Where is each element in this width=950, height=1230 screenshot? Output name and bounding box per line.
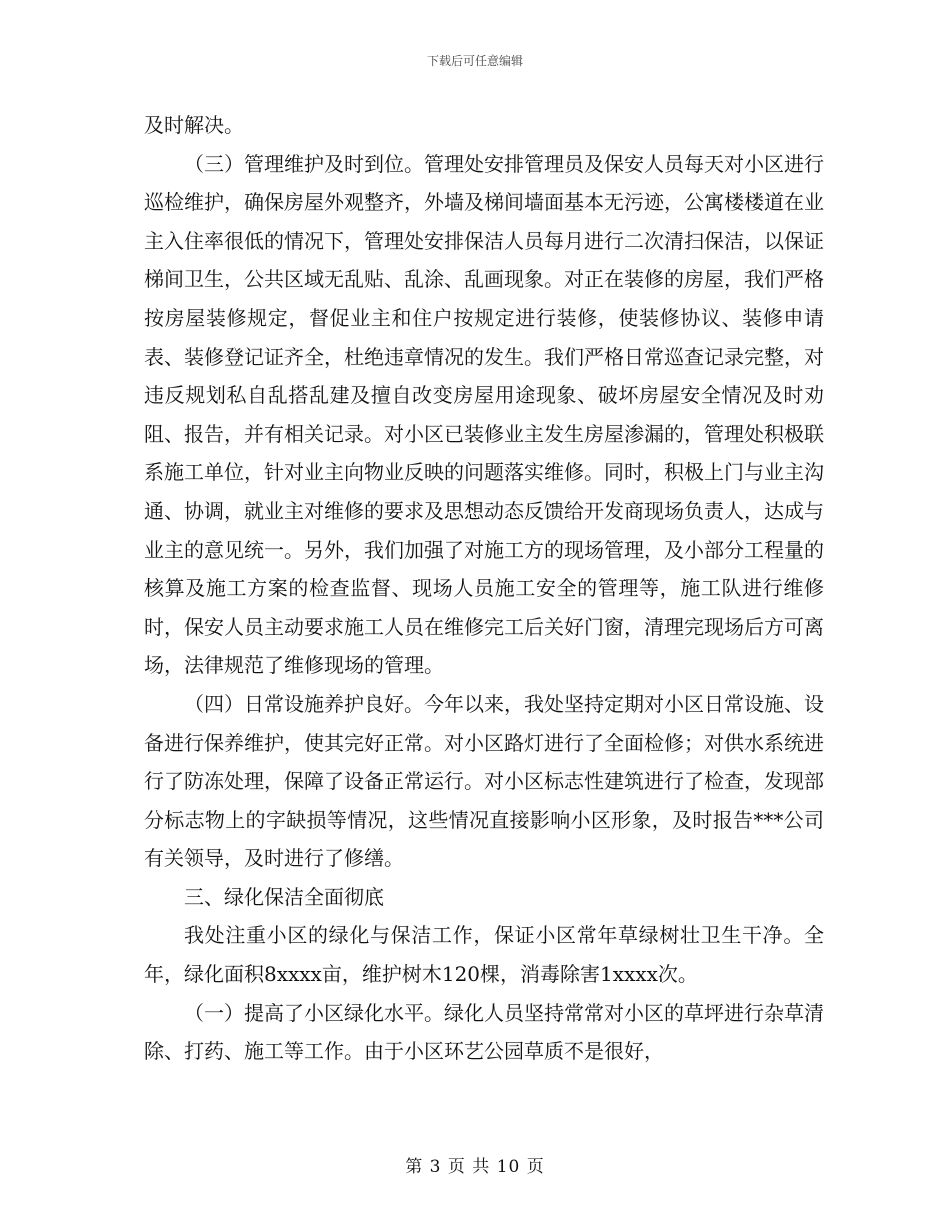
section-heading-greening: 三、绿化保洁全面彻底	[184, 884, 384, 909]
paragraph-greening-intro: 我处注重小区的绿化与保洁工作，保证小区常年草绿树壮卫生干净。全年，绿化面积8xxxx亩，维护树木120棵，消毒除害1xxxx次。	[144, 923, 824, 987]
paragraph-section-4: （四）日常设施养护良好。今年以来，我处坚持定期对小区日常设施、设备进行保养维护，使其完好正常。对小区路灯进行了全面检修；对供水系统进行了防冻处理，保障了设备正常运行。对小区标志性建筑进行了检查，发现部分标志物上的字缺损等情况，这些情况直接影响小区形象，及时报告***公司有关领导，及时进行了修缮。	[144, 691, 824, 871]
page-header: 下载后可任意编辑	[426, 54, 523, 68]
paragraph-continuation: 及时解决。	[144, 113, 244, 137]
paragraph-greening-1: （一）提高了小区绿化水平。绿化人员坚持常常对小区的草坪进行杂草清除、打药、施工等工作。由于小区环艺公园草质不是很好，	[144, 1000, 824, 1064]
page-footer: 第 3 页 共 10 页	[405, 1157, 545, 1177]
paragraph-section-3: （三）管理维护及时到位。管理处安排管理员及保安人员每天对小区进行巡检维护，确保房屋外观整齐，外墙及梯间墙面基本无污迹，公寓楼楼道在业主入住率很低的情况下，管理处安排保洁人员每月进行二次清扫保洁，以保证梯间卫生，公共区域无乱贴、乱涂、乱画现象。对正在装修的房屋，我们严格按房屋装修规定，督促业主和住户按规定进行装修，使装修协议、装修申请表、装修登记证齐全，杜绝违章情况的发生。我们严格日常巡查记录完整，对违反规划私自乱搭乱建及擅自改变房屋用途现象、破坏房屋安全情况及时劝阻、报告，并有相关记录。对小区已装修业主发生房屋渗漏的，管理处积极联系施工单位，针对业主向物业反映的问题落实维修。同时，积极上门与业主沟通、协调，就业主对维修的要求及思想动态反馈给开发商现场负责人，达成与业主的意见统一。另外，我们加强了对施工方的现场管理，及小部分工程量的核算及施工方案的检查监督、现场人员施工安全的管理等，施工队进行维修时，保安人员主动要求施工人员在维修完工后关好门窗，清理完现场后方可离场，法律规范了维修现场的管理。	[144, 151, 824, 678]
document-body	[144, 106, 824, 1071]
